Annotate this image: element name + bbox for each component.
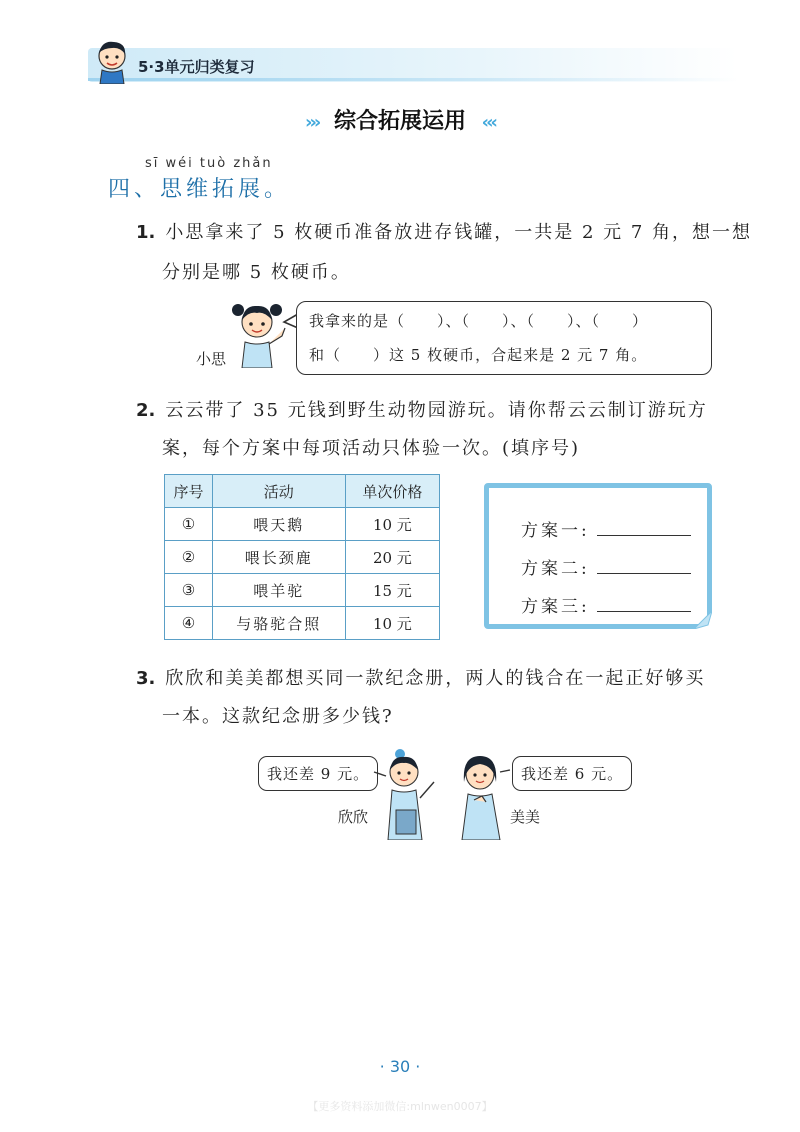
table-cell: 20 元 (345, 541, 439, 574)
name-xinxin: 欣欣 (338, 808, 369, 826)
price-table (164, 474, 440, 640)
table-header: 单次价格 (345, 475, 439, 508)
plan-board (484, 483, 712, 629)
table-cell: 喂长颈鹿 (212, 541, 345, 574)
table-cell: 喂羊驼 (212, 574, 345, 607)
table-cell: ③ (165, 574, 213, 607)
table-cell: 喂天鹅 (212, 508, 345, 541)
table-cell: 15 元 (345, 574, 439, 607)
table-header: 活动 (212, 475, 345, 508)
q1-speech-line2: 和（ ）这 5 枚硬币，合起来是 2 元 7 角。 (309, 346, 648, 364)
plan-answer-line-3[interactable] (597, 610, 691, 612)
section-title-text: 综合拓展运用 (333, 109, 466, 134)
table-cell: ② (165, 541, 213, 574)
plan-label-2: 方案二: (521, 559, 590, 579)
section-title (0, 104, 800, 135)
chevron-right-icon: ››› (305, 112, 319, 133)
plan-label-3: 方案三: (521, 597, 590, 617)
bubble-meimei: 我还差 6 元。 (512, 756, 632, 791)
q3-number: 3. (136, 668, 156, 689)
table-header: 序号 (165, 475, 213, 508)
q2-text1: 云云带了 35 元钱到野生动物园游玩。请你帮云云制订游玩方 (165, 400, 708, 421)
q1-number: 1. (136, 222, 156, 243)
name-meimei: 美美 (510, 808, 541, 826)
girl-xiaosi-icon (228, 298, 292, 368)
part-pinyin: sī wéi tuò zhǎn (145, 156, 273, 171)
watermark: 【更多资料添加微信:mlnwen0007】 (307, 1100, 493, 1113)
q1-line1 (136, 218, 752, 244)
table-header-row (165, 475, 440, 508)
q1-text1: 小思拿来了 5 枚硬币准备放进存钱罐，一共是 2 元 7 角，想一想 (165, 222, 753, 243)
boy-mascot-icon (92, 38, 132, 84)
two-girls-icon (372, 748, 512, 840)
q1-speech-line1: 我拿来的是（ ）、（ ）、（ ）、（ ） (309, 312, 649, 330)
table-row (165, 607, 440, 640)
page-number: · 30 · (379, 1057, 421, 1076)
q1-line2: 分别是哪 5 枚硬币。 (162, 262, 351, 283)
table-cell: ④ (165, 607, 213, 640)
table-cell: 10 元 (345, 508, 439, 541)
plan-answer-line-1[interactable] (597, 534, 691, 536)
plan-answer-line-2[interactable] (597, 572, 691, 574)
q1-character-name: 小思 (196, 350, 227, 368)
q3-line2: 一本。这款纪念册多少钱? (162, 706, 394, 727)
q2-line2: 案，每个方案中每项活动只体验一次。(填序号) (162, 438, 581, 459)
q2-number: 2. (136, 400, 156, 421)
table-cell: 与骆驼合照 (212, 607, 345, 640)
q1-speech-box (296, 301, 712, 375)
chevron-left-icon: ‹‹‹ (481, 112, 495, 133)
part-heading: 四、思维拓展。 (108, 177, 291, 202)
page-fold-icon (694, 611, 712, 629)
q3-line1 (136, 664, 705, 690)
table-cell: 10 元 (345, 607, 439, 640)
table-row (165, 574, 440, 607)
bubble-xinxin: 我还差 9 元。 (258, 756, 378, 791)
plan-label-1: 方案一: (521, 521, 590, 541)
table-row (165, 508, 440, 541)
q3-text1: 欣欣和美美都想买同一款纪念册，两人的钱合在一起正好够买 (165, 668, 706, 689)
table-row (165, 541, 440, 574)
book-label: 5·3单元归类复习 (138, 58, 255, 76)
q2-line1 (136, 396, 708, 422)
table-cell: ① (165, 508, 213, 541)
